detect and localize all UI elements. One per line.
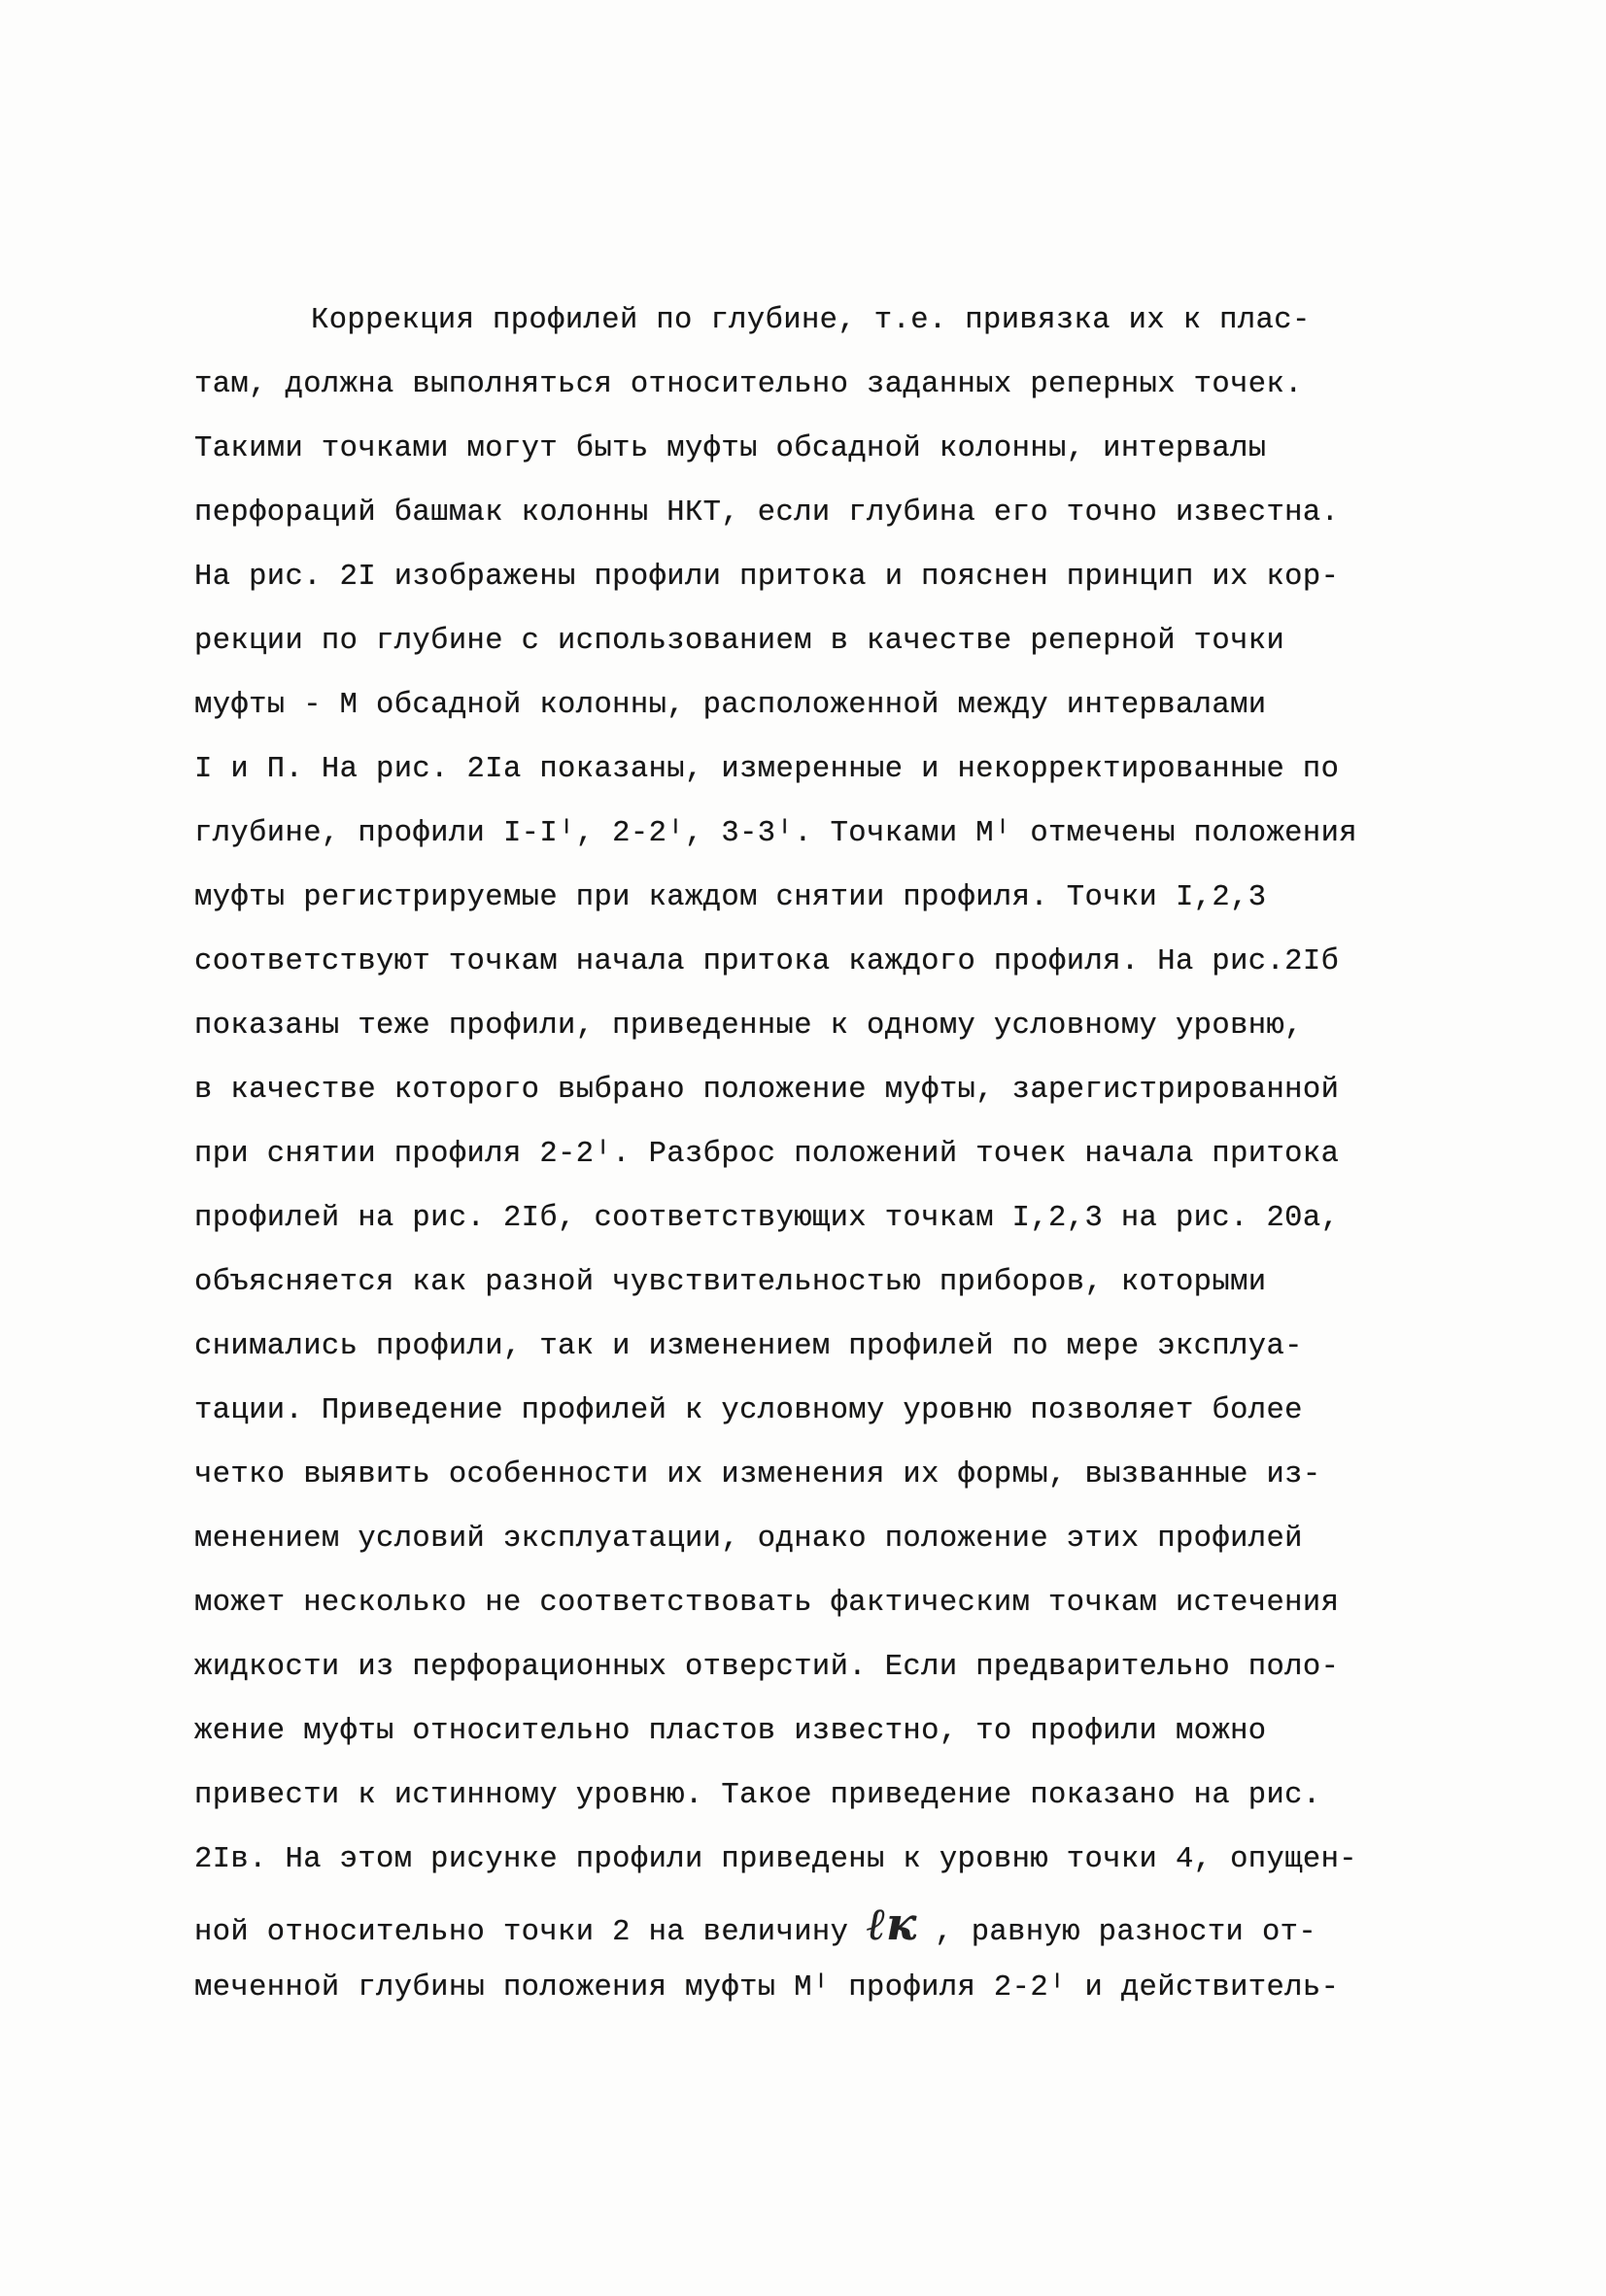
text-line: объясняется как разной чувствительностью приборов, которыми	[194, 1266, 1267, 1299]
text-segment: ной относительно точки 2 на величину	[194, 1916, 868, 1949]
body-text	[194, 289, 1457, 2020]
text-line: в качестве которого выбрано положение муфты, зарегистрированной	[194, 1074, 1340, 1107]
text-line: Такими точками могут быть муфты обсадной колонны, интервалы	[194, 432, 1267, 465]
text-line: На рис. 2I изображены профили притока и пояснен принцип их кор-	[194, 561, 1340, 594]
text-line: четко выявить особенности их изменения их формы, вызванные из-	[194, 1458, 1321, 1491]
text-line: 2Iв. На этом рисунке профили приведены к уровню точки 4, опущен-	[194, 1843, 1357, 1876]
text-line: рекции по глубине с использованием в качестве реперной точки	[194, 625, 1285, 658]
text-line: привести к истинному уровню. Такое приведение показано на рис.	[194, 1779, 1321, 1812]
text-line: Коррекция профилей по глубине, т.е. привязка их к плас-	[311, 304, 1311, 337]
text-line: муфты регистрируемые при каждом снятии профиля. Точки I,2,3	[194, 881, 1267, 914]
text-line: меченной глубины положения муфты Мᴵ профиля 2-2ᴵ и действитель-	[194, 1971, 1340, 2005]
text-line: жидкости из перфорационных отверстий. Если предварительно поло-	[194, 1651, 1340, 1684]
text-line: там, должна выполняться относительно заданных реперных точек.	[194, 368, 1303, 401]
text-line: снимались профили, так и изменением профилей по мере эксплуа-	[194, 1330, 1303, 1363]
text-line: тации. Приведение профилей к условному уровню позволяет более	[194, 1394, 1303, 1427]
text-line: профилей на рис. 2Iб, соответствующих точкам I,2,3 на рис. 20а,	[194, 1202, 1340, 1235]
handwritten-symbol: ℓк	[867, 1898, 917, 1950]
text-line: менением условий эксплуатации, однако положение этих профилей	[194, 1523, 1303, 1556]
text-line: соответствуют точкам начала притока каждого профиля. На рис.2Iб	[194, 945, 1340, 978]
text-segment: , равную разности от-	[916, 1916, 1317, 1949]
text-line: показаны теже профили, приведенные к одному условному уровню,	[194, 1010, 1303, 1043]
text-line: при снятии профиля 2-2ᴵ. Разброс положений точек начала притока	[194, 1138, 1340, 1171]
text-line: может несколько не соответствовать фактическим точкам истечения	[194, 1587, 1340, 1620]
text-line: муфты - М обсадной колонны, расположенной между интервалами	[194, 689, 1267, 722]
text-line: перфораций башмак колонны НКТ, если глубина его точно известна.	[194, 497, 1340, 530]
text-line	[194, 1892, 1457, 1956]
text-line: I и П. На рис. 2Iа показаны, измеренные и некорректированные по	[194, 753, 1340, 786]
text-line: жение муфты относительно пластов известно, то профили можно	[194, 1715, 1267, 1748]
text-line: глубине, профили I-Iᴵ, 2-2ᴵ, 3-3ᴵ. Точками Мᴵ отмечены положения	[194, 817, 1357, 850]
